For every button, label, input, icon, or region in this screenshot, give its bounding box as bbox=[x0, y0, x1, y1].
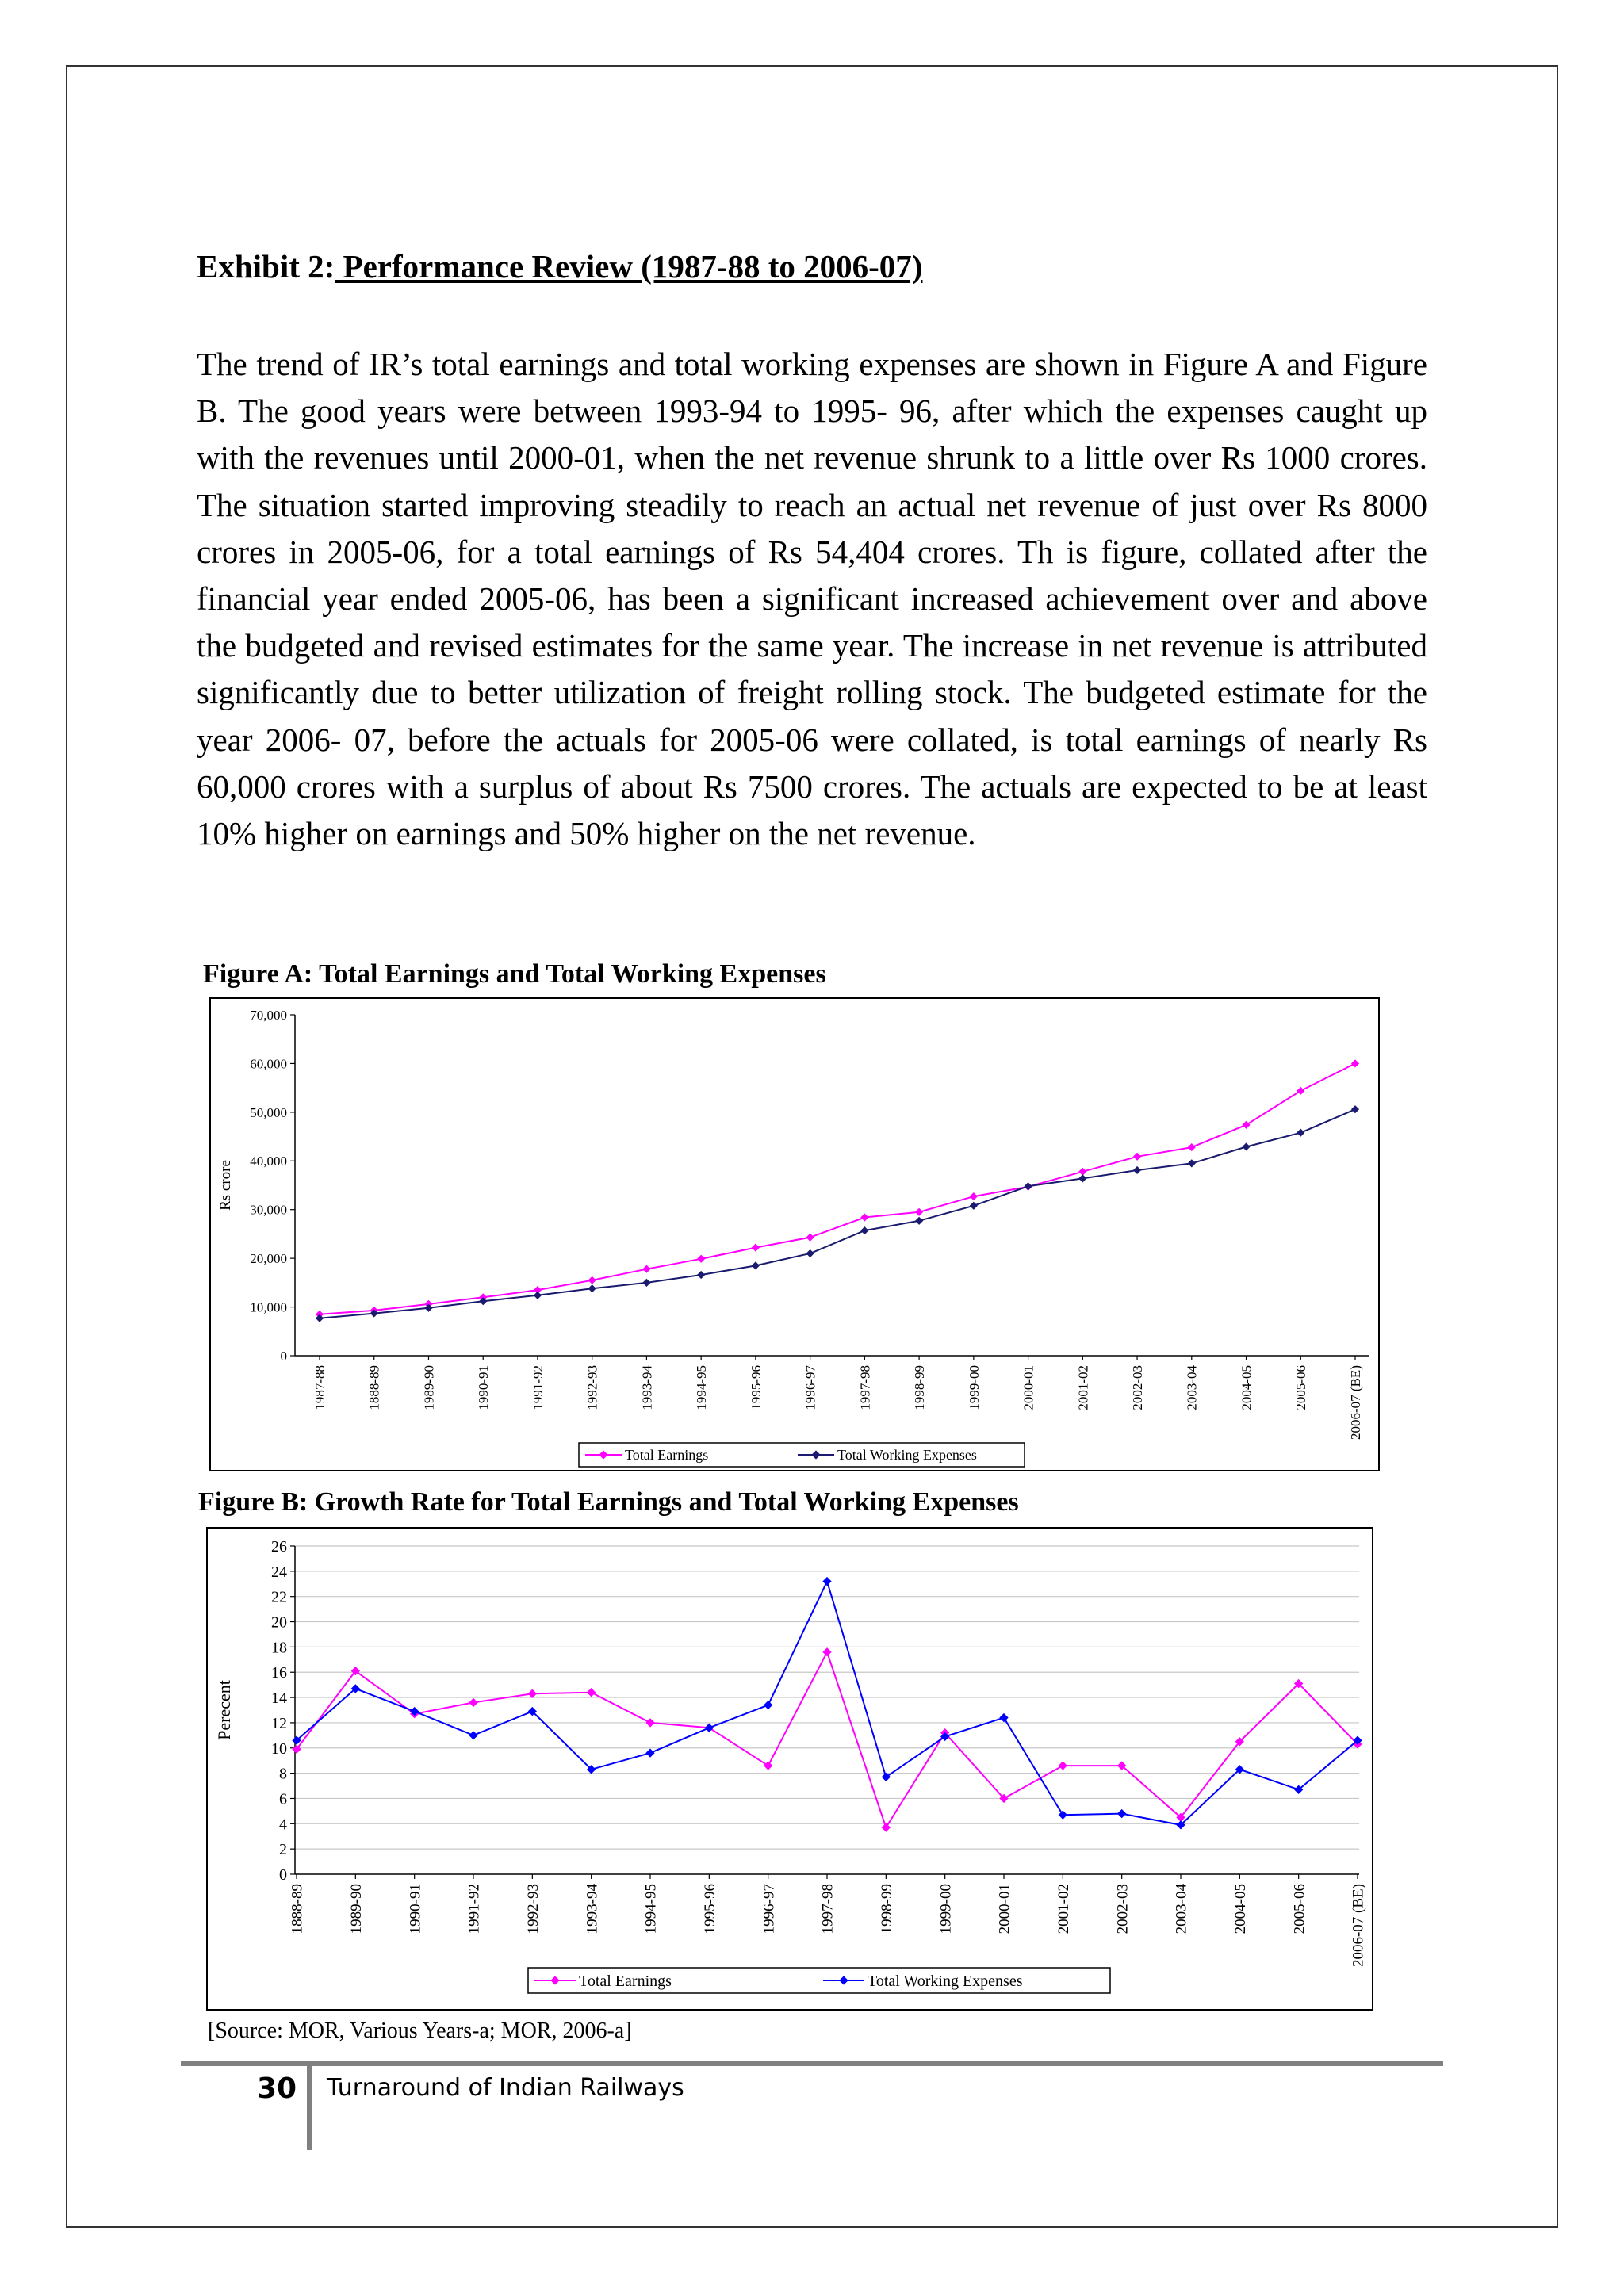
x-tick-label: 1989-90 bbox=[347, 1884, 365, 1934]
x-tick-label: 1987-88 bbox=[312, 1365, 327, 1410]
x-tick-label: 1995-96 bbox=[748, 1365, 764, 1410]
x-tick-label: 1990-91 bbox=[407, 1884, 424, 1934]
x-tick-label: 1999-00 bbox=[937, 1884, 955, 1934]
x-tick-label: 1992-93 bbox=[524, 1884, 542, 1934]
y-tick-label: 0 bbox=[279, 1866, 287, 1884]
y-tick-label: 6 bbox=[279, 1790, 287, 1808]
x-tick-label: 1989-90 bbox=[421, 1365, 437, 1410]
x-tick-label: 1991-92 bbox=[465, 1884, 483, 1934]
x-tick-label: 1996-97 bbox=[802, 1365, 818, 1410]
x-tick-label: 1995-96 bbox=[701, 1884, 718, 1934]
y-tick-label: 30,000 bbox=[250, 1202, 287, 1218]
x-tick-label: 1990-91 bbox=[476, 1365, 492, 1410]
x-tick-label: 2001-02 bbox=[1075, 1365, 1091, 1410]
figure-a-y-label: Rs crore bbox=[217, 1160, 234, 1211]
x-tick-label: 2002-03 bbox=[1114, 1884, 1132, 1934]
x-tick-label: 2006-07 (BE) bbox=[1347, 1365, 1363, 1440]
figure-b-y-label: Perecent bbox=[214, 1680, 234, 1740]
exhibit-label: Exhibit 2: bbox=[197, 248, 335, 285]
exhibit-title: Performance Review (1987-88 to 2006-07) bbox=[335, 248, 923, 285]
figure-a-legend-earnings: Total Earnings bbox=[625, 1447, 709, 1463]
page-number: 30 bbox=[257, 2072, 297, 2105]
y-tick-label: 70,000 bbox=[250, 1007, 287, 1023]
y-tick-label: 22 bbox=[271, 1588, 287, 1606]
x-tick-label: 2003-04 bbox=[1184, 1365, 1200, 1410]
figure-b-legend-earnings: Total Earnings bbox=[579, 1973, 672, 1990]
y-tick-label: 0 bbox=[280, 1348, 287, 1364]
y-tick-label: 20 bbox=[271, 1613, 287, 1632]
y-tick-label: 24 bbox=[271, 1563, 287, 1581]
figure-b-chart bbox=[206, 1527, 1377, 2012]
x-tick-label: 1992-93 bbox=[584, 1365, 600, 1410]
exhibit-heading bbox=[197, 247, 922, 285]
y-tick-label: 18 bbox=[271, 1639, 287, 1657]
x-tick-label: 1993-94 bbox=[639, 1365, 655, 1410]
y-tick-label: 26 bbox=[271, 1538, 287, 1556]
x-tick-label: 2004-05 bbox=[1239, 1365, 1254, 1410]
running-title: Turnaround of Indian Railways bbox=[327, 2074, 684, 2102]
y-tick-label: 50,000 bbox=[250, 1104, 287, 1120]
y-tick-label: 16 bbox=[271, 1664, 287, 1682]
x-tick-label: 2004-05 bbox=[1231, 1884, 1249, 1934]
x-tick-label: 2000-01 bbox=[1021, 1365, 1036, 1410]
y-tick-label: 14 bbox=[271, 1689, 287, 1708]
x-tick-label: 1996-97 bbox=[760, 1884, 778, 1934]
x-tick-label: 2001-02 bbox=[1055, 1884, 1072, 1934]
x-tick-label: 2002-03 bbox=[1130, 1365, 1146, 1410]
x-tick-label: 2006-07 (BE) bbox=[1350, 1884, 1367, 1968]
y-tick-label: 4 bbox=[279, 1816, 287, 1834]
x-tick-label: 1993-94 bbox=[584, 1884, 601, 1934]
footer-rule bbox=[181, 2061, 1443, 2066]
footer-divider bbox=[307, 2066, 312, 2150]
figure-a-legend-expenses: Total Working Expenses bbox=[837, 1447, 977, 1463]
x-tick-label: 1997-98 bbox=[819, 1884, 837, 1934]
x-tick-label: 1888-89 bbox=[289, 1884, 306, 1934]
x-tick-label: 2005-06 bbox=[1291, 1884, 1308, 1934]
body-paragraph: The trend of IR’s total earnings and total working expenses are shown in Figure A and Figure B. The good years were between 1993-94 to 1995- 96, after which the expenses caught up with the revenues until 2000-01, when the net revenue shrunk to a little over Rs 1000 crores. The situation started improving steadily to reach an actual net revenue of just over Rs 8000 crores in 2005-06, for a total earnings of Rs 54,404 crores. Th is figure, collated after the financial year ended 2005-06, has been a significant increased achievement over and above the budgeted and revised estimates for the same year. The increase in net revenue is attributed significantly due to better utilization of freight rolling stock. The budgeted estimate for the year 2006- 07, before the actuals for 2005-06 were collated, is total earnings of nearly Rs 60,000 crores with a surplus of about Rs 7500 crores. The actuals are expected to be at least 10% higher on earnings and 50% higher on the net revenue. bbox=[197, 346, 1427, 852]
x-tick-label: 2005-06 bbox=[1293, 1365, 1309, 1410]
x-tick-label: 1999-00 bbox=[966, 1365, 982, 1410]
x-tick-label: 1991-92 bbox=[530, 1365, 546, 1410]
x-tick-label: 1998-99 bbox=[912, 1365, 928, 1410]
y-tick-label: 10,000 bbox=[250, 1299, 287, 1315]
y-tick-label: 60,000 bbox=[250, 1056, 287, 1072]
source-note: [Source: MOR, Various Years-a; MOR, 2006-a] bbox=[208, 2019, 632, 2043]
y-tick-label: 12 bbox=[271, 1714, 287, 1732]
y-tick-label: 2 bbox=[279, 1841, 287, 1859]
figure-a-chart bbox=[209, 997, 1383, 1473]
x-tick-label: 2003-04 bbox=[1173, 1884, 1190, 1934]
figure-b-title: Figure B: Growth Rate for Total Earnings and Total Working Expenses bbox=[198, 1487, 1019, 1517]
figure-a-title: Figure A: Total Earnings and Total Working Expenses bbox=[203, 959, 826, 989]
y-tick-label: 10 bbox=[271, 1739, 287, 1758]
y-tick-label: 20,000 bbox=[250, 1251, 287, 1267]
x-tick-label: 1888-89 bbox=[366, 1365, 382, 1410]
figure-b-frame bbox=[207, 1528, 1373, 2010]
y-tick-label: 40,000 bbox=[250, 1154, 287, 1169]
figure-b-legend-expenses: Total Working Expenses bbox=[868, 1973, 1023, 1990]
x-tick-label: 1998-99 bbox=[878, 1884, 895, 1934]
y-tick-label: 8 bbox=[279, 1765, 287, 1783]
x-tick-label: 1994-95 bbox=[642, 1884, 660, 1934]
figure-a-frame bbox=[210, 998, 1379, 1471]
x-tick-label: 1997-98 bbox=[857, 1365, 873, 1410]
x-tick-label: 2000-01 bbox=[996, 1884, 1013, 1934]
x-tick-label: 1994-95 bbox=[694, 1365, 710, 1410]
